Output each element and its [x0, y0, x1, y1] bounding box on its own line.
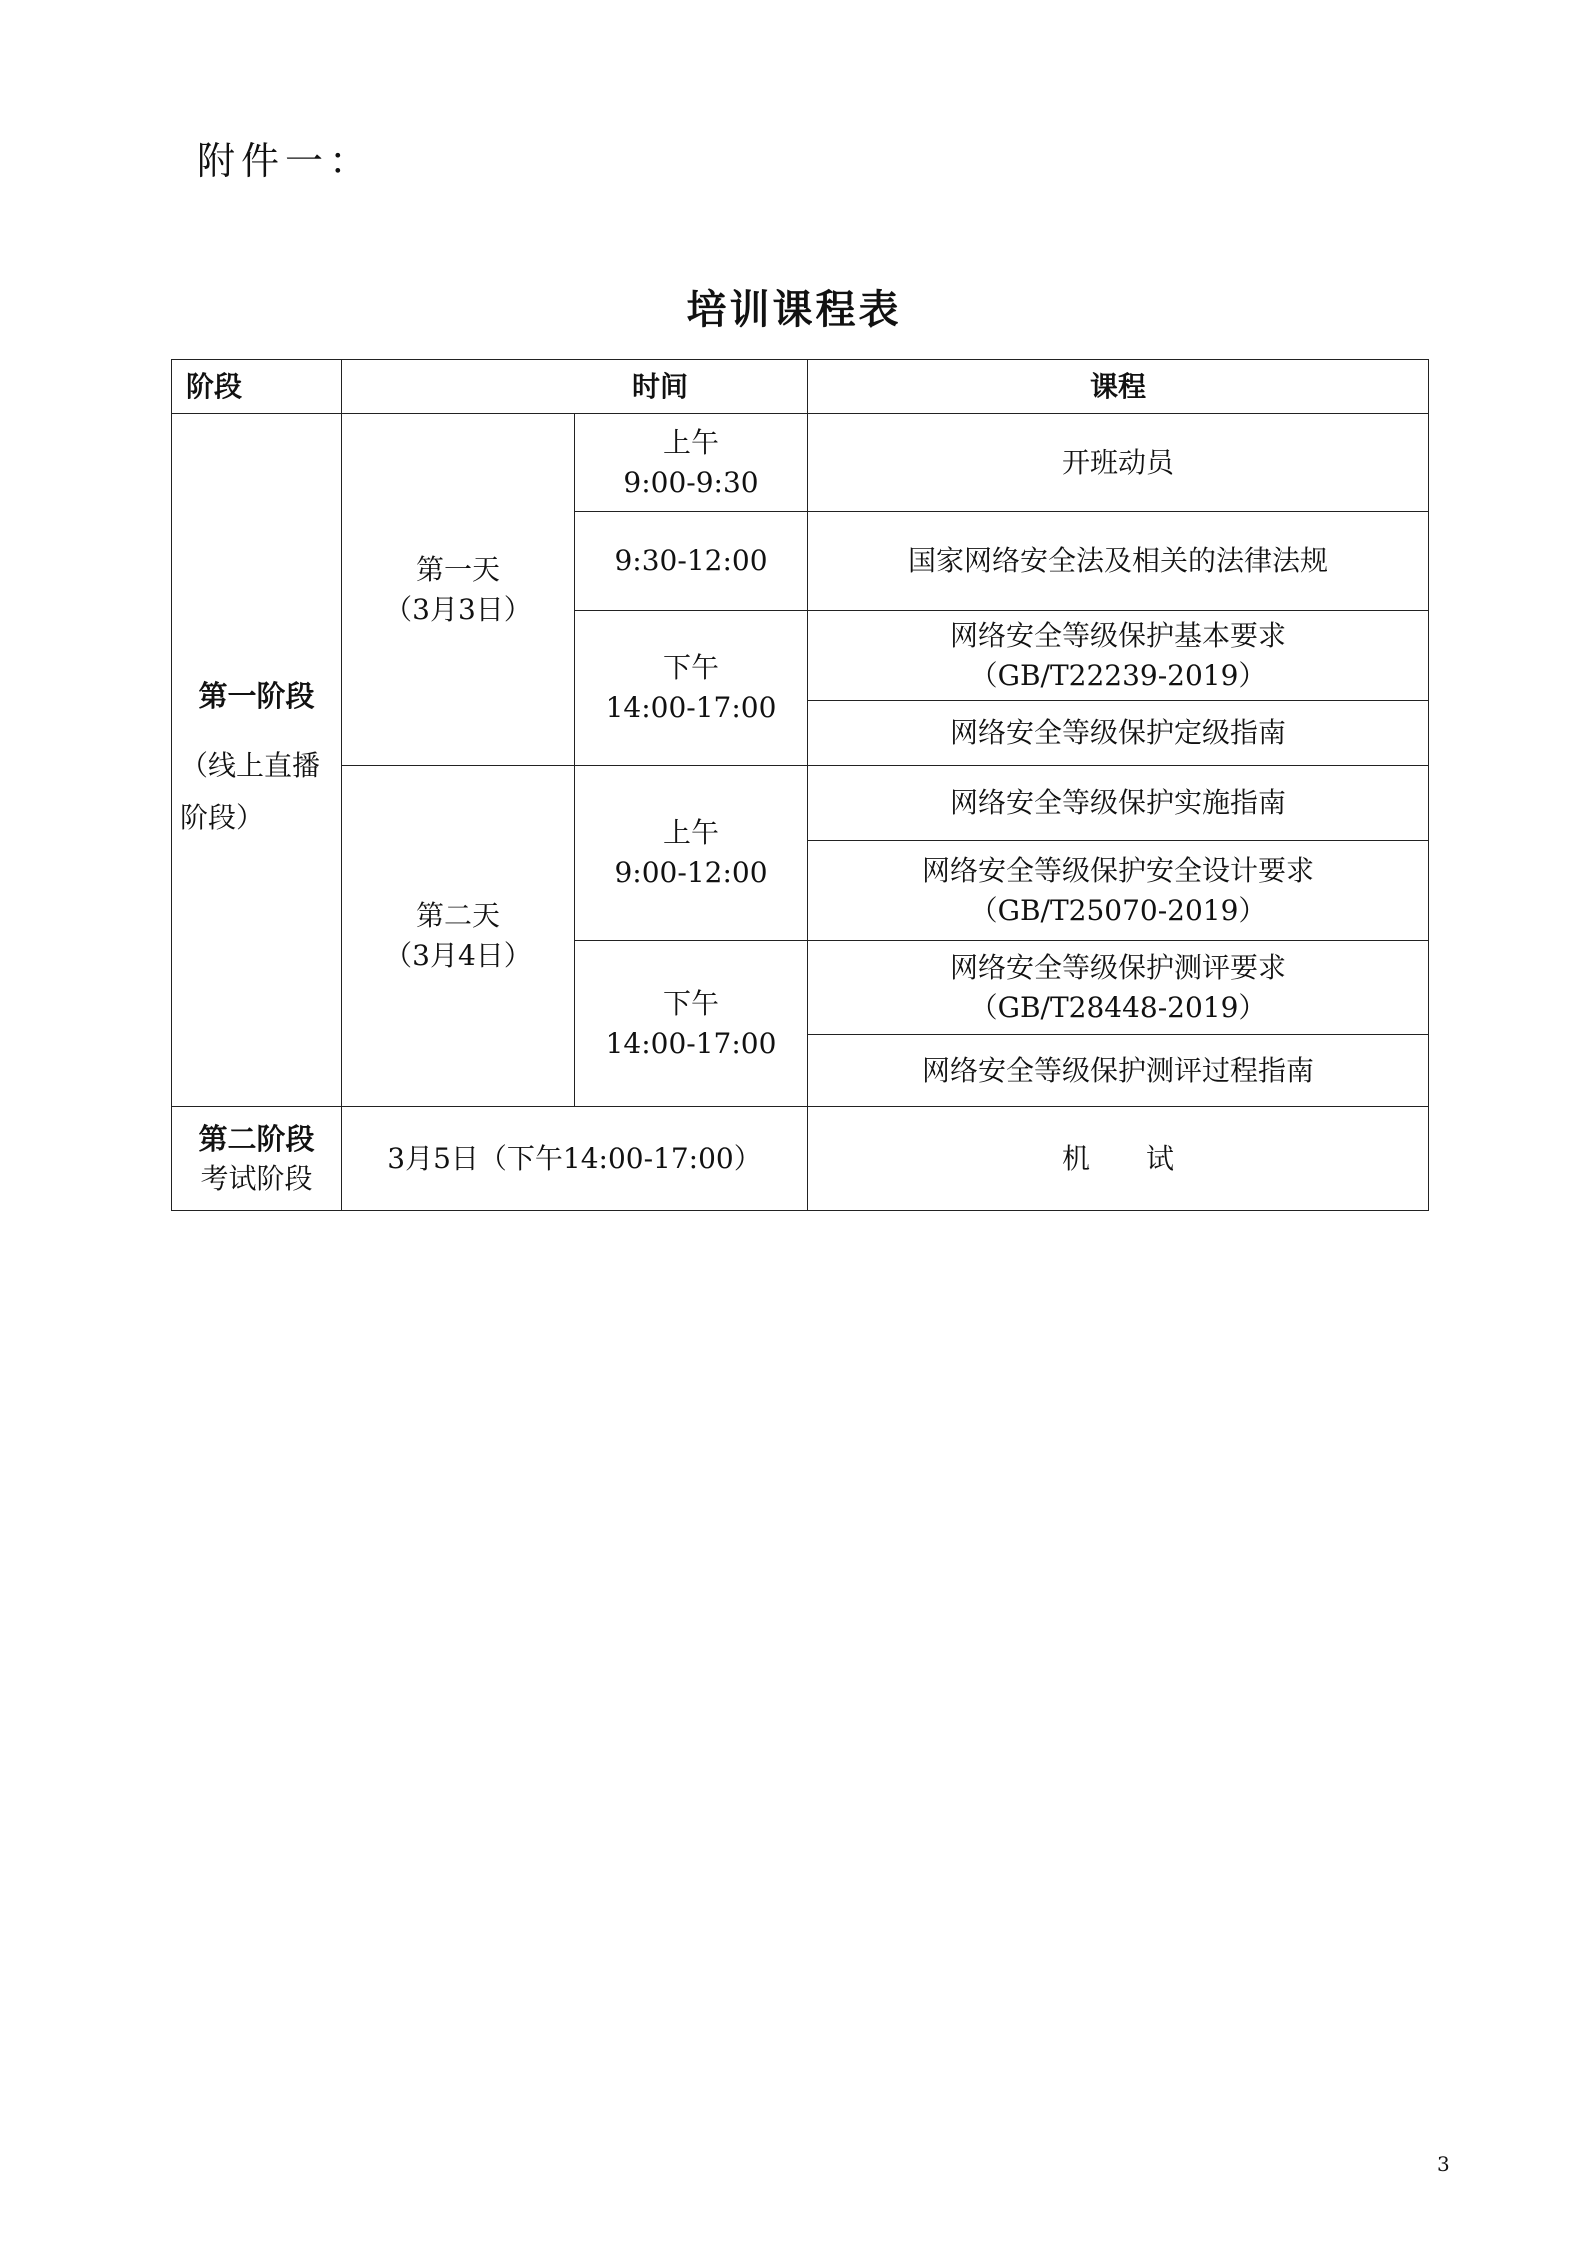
course-cell: [808, 1035, 1429, 1107]
time-cell: [575, 414, 808, 512]
course-name: 网络安全等级保护基本要求: [950, 618, 1287, 652]
course-name: 网络安全等级保护安全设计要求: [922, 853, 1315, 887]
time-range: 9:00-9:30: [623, 465, 759, 499]
course-name: 网络安全等级保护测评要求: [950, 950, 1287, 984]
table-header-row: [172, 360, 1429, 414]
day1-date: （3月3日）: [384, 592, 532, 626]
time-cell: [575, 611, 808, 766]
day1-label: 第一天: [415, 552, 500, 586]
period-label: 上午: [663, 425, 720, 459]
course-name: 网络安全等级保护定级指南: [950, 716, 1287, 749]
page-title: 培训课程表: [686, 287, 902, 333]
stage2-cell: [172, 1107, 342, 1211]
time-range: 14:00-17:00: [605, 691, 777, 724]
header-stage: 阶段: [172, 360, 342, 414]
course-cell: [808, 414, 1429, 512]
stage1-name: 第一阶段: [198, 679, 315, 713]
table-row: [172, 414, 1429, 512]
time-cell: [575, 766, 808, 941]
schedule-table: [171, 359, 1429, 1211]
header-time: 时间: [342, 360, 808, 414]
course-name: 开班动员: [1062, 445, 1175, 479]
time-range: 14:00-17:00: [605, 1026, 777, 1060]
course-code: （GB/T25070-2019）: [969, 893, 1267, 927]
period-label: 上午: [663, 816, 720, 849]
time-cell: [575, 941, 808, 1107]
period-label: 下午: [663, 651, 720, 684]
stage2-time: 3月5日（下午14:00-17:00）: [387, 1141, 762, 1175]
table-row: [172, 766, 1429, 841]
table-row: [172, 1107, 1429, 1211]
stage2-sub: 考试阶段: [200, 1161, 313, 1195]
day2-label: 第二天: [415, 899, 500, 932]
course-cell: [808, 611, 1429, 701]
day1-cell: [342, 414, 575, 766]
stage1-sub: （线上直播阶段）: [180, 749, 321, 834]
course-cell: [808, 1107, 1429, 1211]
day2-date: （3月4日）: [384, 939, 532, 972]
time-cell: [575, 512, 808, 611]
stage2-time-cell: [342, 1107, 808, 1211]
time-range: 9:00-12:00: [614, 856, 768, 889]
attachment-label: 附件一：: [197, 139, 374, 183]
course-name: 网络安全等级保护测评过程指南: [922, 1053, 1315, 1087]
course-name: 国家网络安全法及相关的法律法规: [908, 544, 1329, 577]
period-label: 下午: [663, 986, 720, 1020]
stage2-course: 机 试: [1062, 1141, 1175, 1175]
course-cell: [808, 701, 1429, 766]
course-cell: [808, 841, 1429, 941]
stage1-cell: [172, 414, 342, 1107]
page-number: 3: [1437, 2152, 1450, 2176]
time-range: 9:30-12:00: [614, 544, 768, 577]
header-course: 课程: [808, 360, 1429, 414]
course-cell: [808, 941, 1429, 1035]
course-name: 网络安全等级保护实施指南: [950, 786, 1287, 819]
course-cell: [808, 512, 1429, 611]
day2-cell: [342, 766, 575, 1107]
course-code: （GB/T22239-2019）: [969, 658, 1267, 692]
course-cell: [808, 766, 1429, 841]
stage2-name: 第二阶段: [198, 1121, 315, 1156]
course-code: （GB/T28448-2019）: [969, 990, 1267, 1024]
